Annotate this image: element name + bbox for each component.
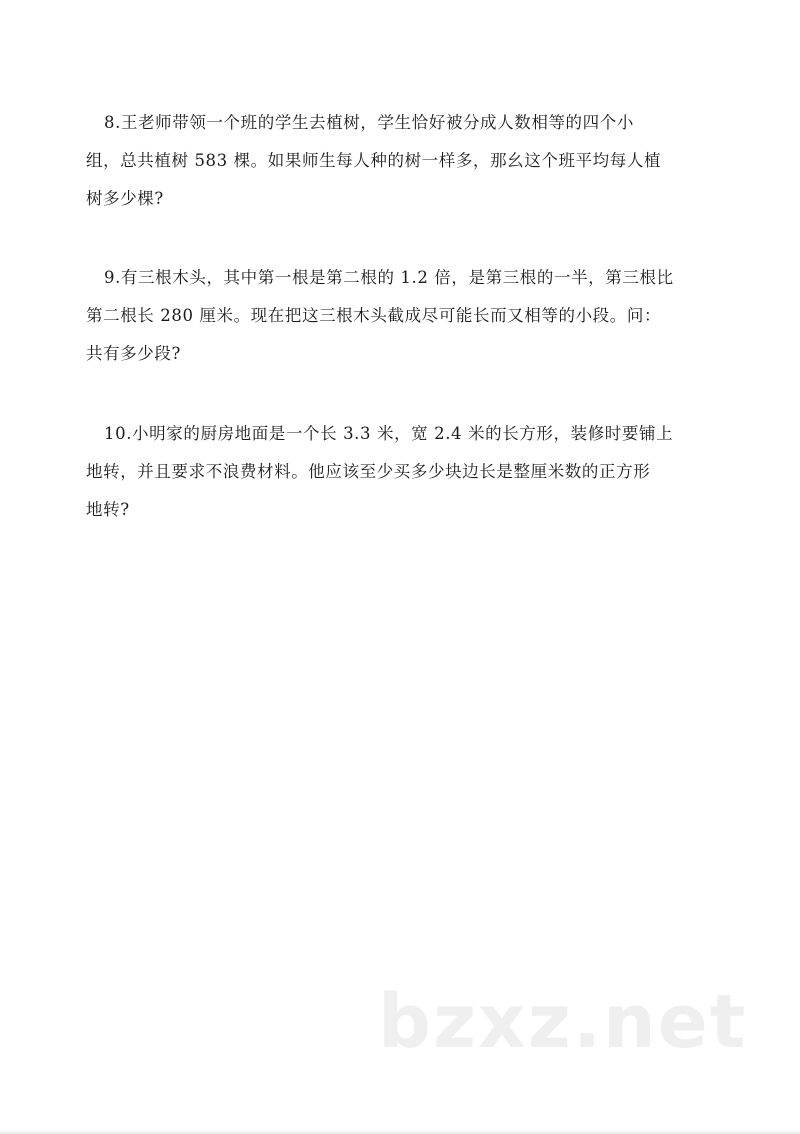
problem-10-line-2: 地转，并且要求不浪费材料。他应该至少买多少块边长是整厘米数的正方形 xyxy=(86,462,651,481)
problem-8-line-2: 组，总共植树 583 棵。如果师生每人种的树一样多，那幺这个班平均每人植 xyxy=(86,151,662,170)
problem-10-line-1: 10.小明家的厨房地面是一个长 3.3 米，宽 2.4 米的长方形，装修时要铺上 xyxy=(104,424,674,443)
problem-10 xyxy=(86,415,726,529)
page-bottom-edge xyxy=(0,1130,800,1134)
problem-8-line-1: 8.王老师带领一个班的学生去植树，学生恰好被分成人数相等的四个小 xyxy=(104,113,634,132)
watermark: bzxz.net xyxy=(378,979,748,1065)
problem-9-line-3: 共有多少段? xyxy=(86,344,181,363)
problem-9 xyxy=(86,259,726,373)
problem-8-line-3: 树多少棵? xyxy=(86,189,164,208)
problem-10-line-3: 地转? xyxy=(86,500,130,519)
problem-9-line-2: 第二根长 280 厘米。现在把这三根木头截成尽可能长而又相等的小段。问： xyxy=(86,306,662,325)
problem-8 xyxy=(86,104,726,218)
problem-9-line-1: 9.有三根木头，其中第一根是第二根的 1.2 倍，是第三根的一半，第三根比 xyxy=(104,268,674,287)
